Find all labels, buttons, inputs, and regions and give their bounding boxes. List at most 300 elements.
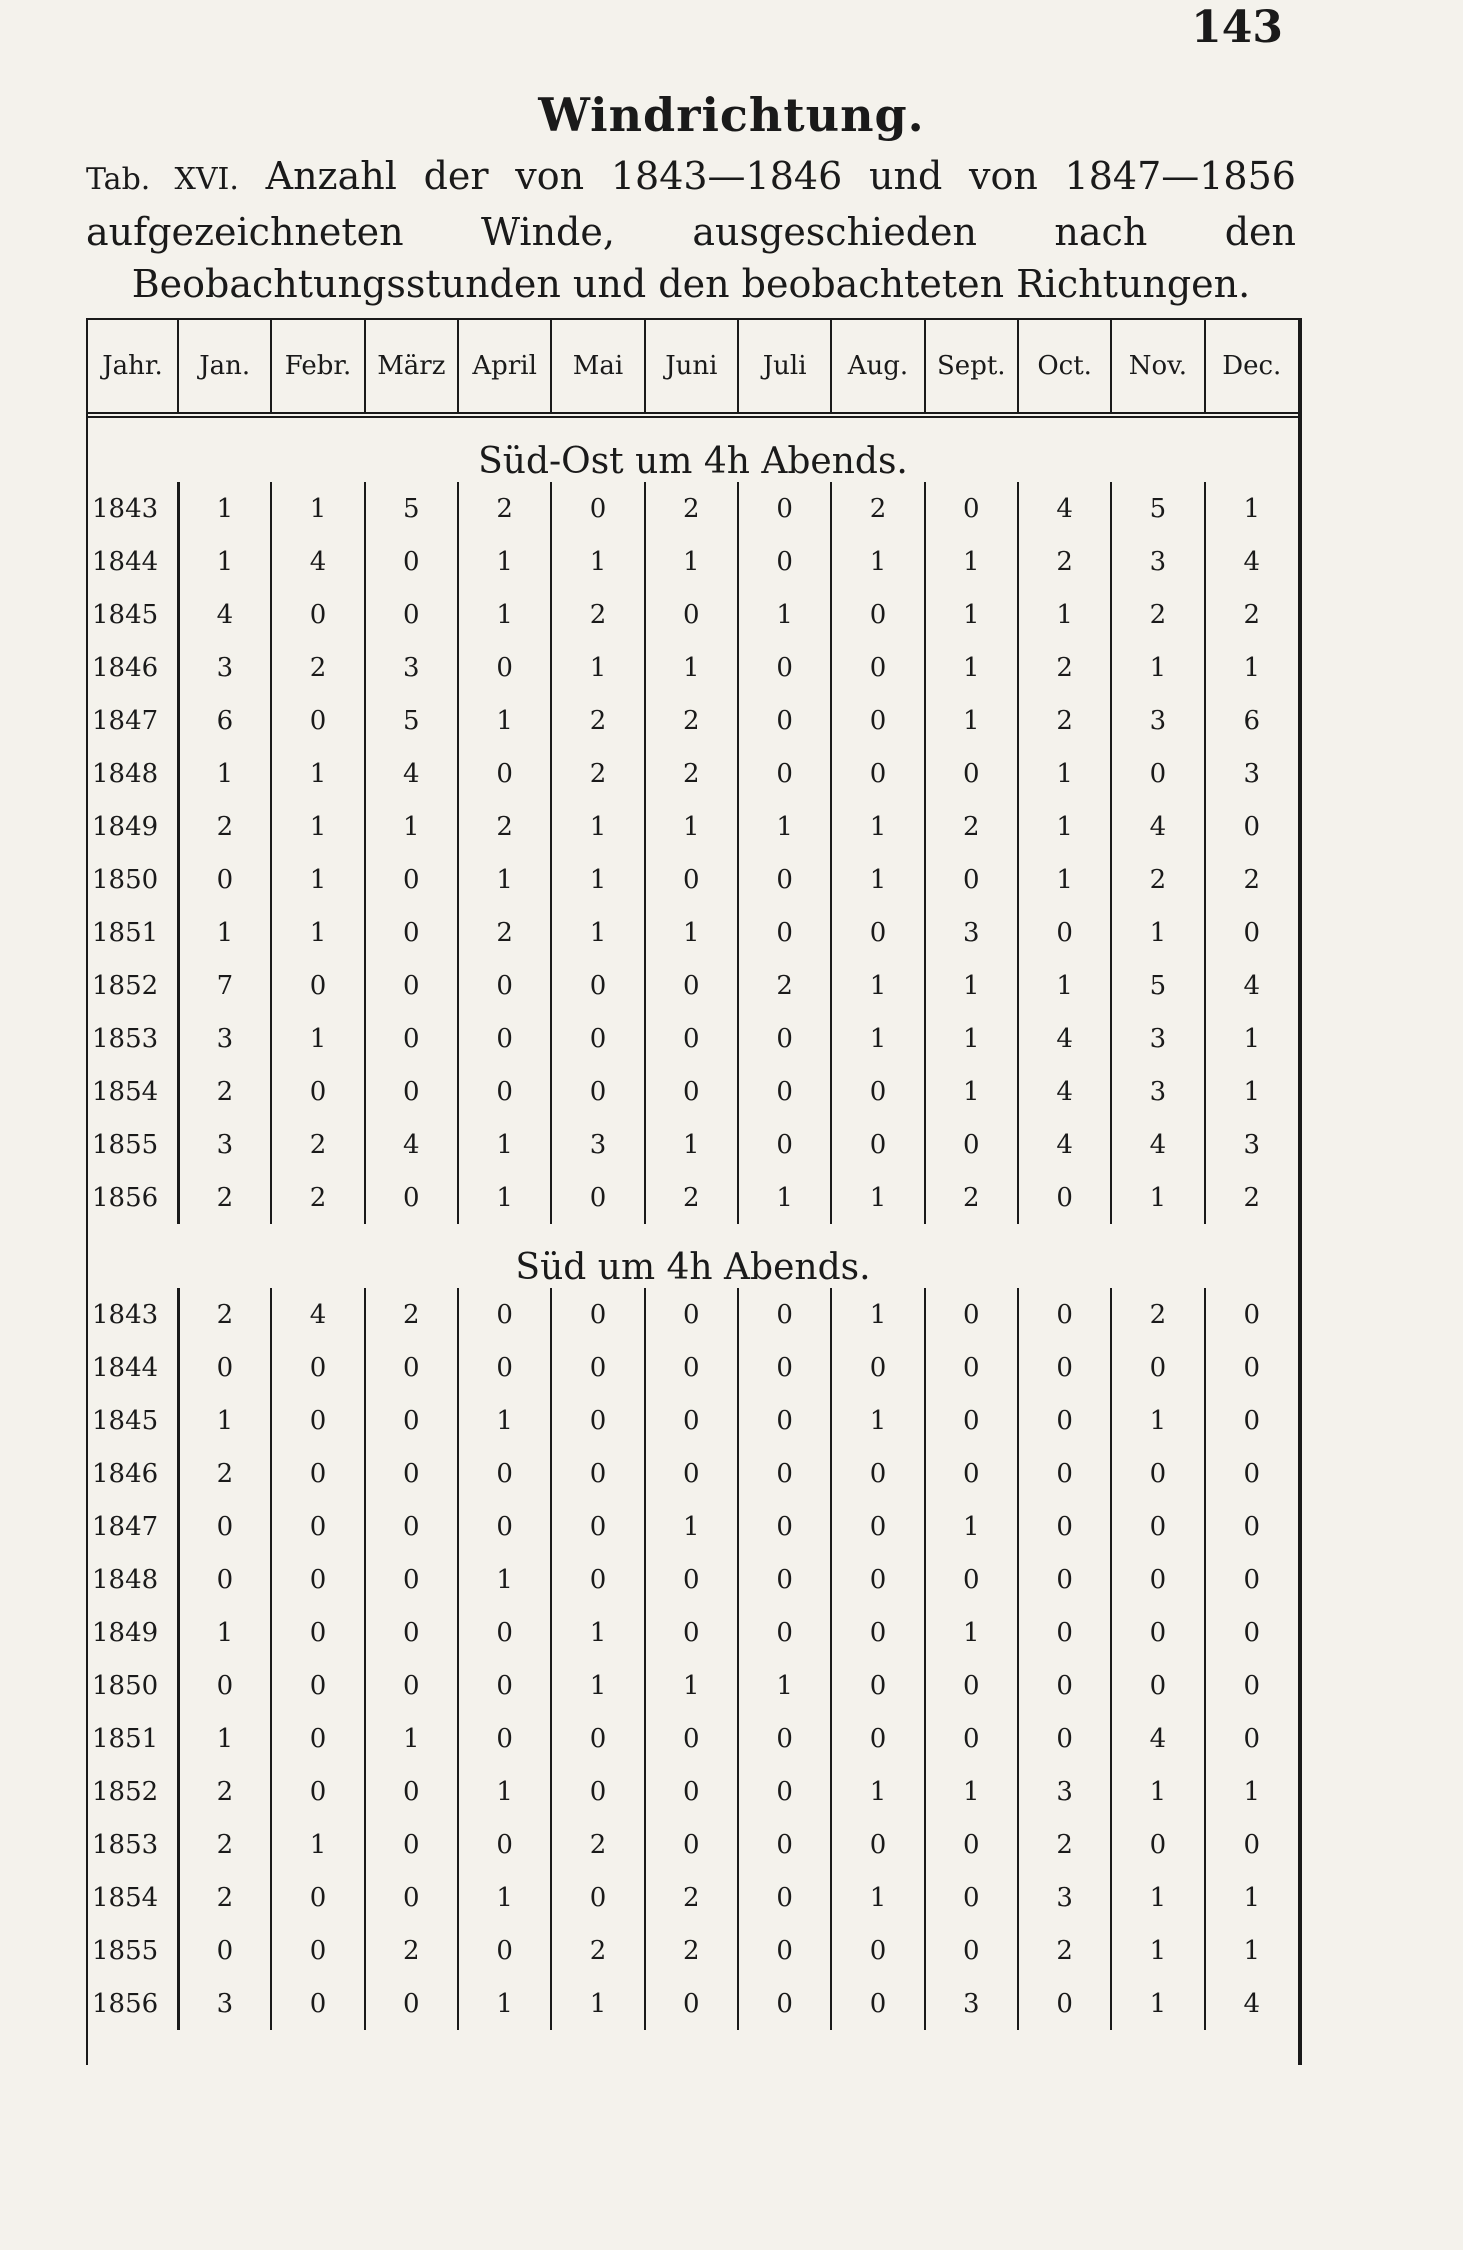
value-cell: 1: [1205, 482, 1298, 535]
value-cell: 1: [458, 853, 551, 906]
value-cell: 1: [738, 1171, 831, 1224]
value-cell: 2: [645, 1924, 738, 1977]
value-cell: 4: [1205, 1977, 1298, 2030]
value-cell: 1: [738, 1659, 831, 1712]
value-cell: 0: [365, 1171, 458, 1224]
value-cell: 0: [738, 694, 831, 747]
table-row: [88, 1977, 1298, 2030]
value-cell: 1: [271, 482, 364, 535]
value-cell: 0: [458, 747, 551, 800]
table-row: [88, 1765, 1298, 1818]
value-cell: 0: [738, 1553, 831, 1606]
value-cell: 2: [1111, 1288, 1204, 1341]
value-cell: 0: [645, 1012, 738, 1065]
value-cell: 2: [925, 800, 1018, 853]
value-cell: 0: [178, 1924, 271, 1977]
value-cell: 0: [738, 1924, 831, 1977]
value-cell: 0: [645, 959, 738, 1012]
value-cell: 1: [551, 641, 644, 694]
value-cell: 0: [925, 747, 1018, 800]
value-cell: 3: [925, 906, 1018, 959]
value-cell: 4: [1018, 1065, 1111, 1118]
value-cell: 1: [831, 1171, 924, 1224]
section-title: Süd um 4h Abends.: [515, 1247, 871, 1288]
value-cell: 0: [645, 1394, 738, 1447]
value-cell: 0: [178, 1553, 271, 1606]
value-cell: 1: [1205, 1012, 1298, 1065]
value-cell: 0: [738, 482, 831, 535]
value-cell: 4: [1205, 535, 1298, 588]
value-cell: 0: [738, 1065, 831, 1118]
value-cell: 1: [178, 1394, 271, 1447]
year-cell: 1844: [88, 535, 178, 588]
value-cell: 0: [365, 906, 458, 959]
value-cell: 0: [645, 1818, 738, 1871]
value-cell: 1: [458, 535, 551, 588]
value-cell: 2: [551, 694, 644, 747]
value-cell: 1: [925, 959, 1018, 1012]
value-cell: 0: [738, 747, 831, 800]
value-cell: 0: [458, 1924, 551, 1977]
value-cell: 2: [178, 1065, 271, 1118]
table-row: [88, 641, 1298, 694]
value-cell: 0: [271, 1977, 364, 2030]
table-caption: [86, 150, 1296, 310]
value-cell: 0: [738, 1341, 831, 1394]
value-cell: 0: [831, 1924, 924, 1977]
value-cell: 2: [365, 1924, 458, 1977]
year-cell: 1855: [88, 1118, 178, 1171]
value-cell: 1: [645, 906, 738, 959]
value-cell: 2: [178, 1171, 271, 1224]
value-cell: 2: [271, 641, 364, 694]
value-cell: 3: [178, 1012, 271, 1065]
table-number: Tab. XVI.: [86, 162, 239, 197]
value-cell: 0: [271, 1447, 364, 1500]
value-cell: 0: [458, 1012, 551, 1065]
value-cell: 0: [551, 1065, 644, 1118]
value-cell: 1: [645, 800, 738, 853]
value-cell: 0: [271, 1871, 364, 1924]
value-cell: 0: [458, 1606, 551, 1659]
table-row: [88, 1288, 1298, 1341]
value-cell: 1: [271, 747, 364, 800]
value-cell: 2: [178, 1871, 271, 1924]
value-cell: 0: [271, 1500, 364, 1553]
value-cell: 1: [1111, 1924, 1204, 1977]
value-cell: 0: [365, 959, 458, 1012]
value-cell: 0: [831, 1447, 924, 1500]
value-cell: 0: [738, 1712, 831, 1765]
value-cell: 1: [925, 1765, 1018, 1818]
value-cell: 0: [1205, 1288, 1298, 1341]
value-cell: 0: [365, 853, 458, 906]
value-cell: 1: [551, 1977, 644, 2030]
year-cell: 1845: [88, 588, 178, 641]
value-cell: 4: [1018, 1012, 1111, 1065]
value-cell: 1: [271, 1818, 364, 1871]
table-row: [88, 1712, 1298, 1765]
value-cell: 0: [645, 1765, 738, 1818]
value-cell: 1: [645, 641, 738, 694]
value-cell: 0: [365, 1447, 458, 1500]
value-cell: 0: [551, 1171, 644, 1224]
value-cell: 4: [1205, 959, 1298, 1012]
value-cell: 1: [1018, 747, 1111, 800]
header-month: Juni: [645, 320, 738, 415]
value-cell: 2: [1018, 1818, 1111, 1871]
value-cell: 5: [1111, 482, 1204, 535]
year-cell: 1848: [88, 1553, 178, 1606]
value-cell: 2: [271, 1171, 364, 1224]
value-cell: 0: [925, 1871, 1018, 1924]
value-cell: 2: [645, 1171, 738, 1224]
value-cell: 5: [365, 694, 458, 747]
value-cell: 0: [458, 1712, 551, 1765]
year-cell: 1856: [88, 1977, 178, 2030]
value-cell: 1: [831, 535, 924, 588]
value-cell: 2: [458, 906, 551, 959]
value-cell: 1: [925, 694, 1018, 747]
value-cell: 0: [271, 1065, 364, 1118]
value-cell: 1: [831, 853, 924, 906]
value-cell: 0: [925, 482, 1018, 535]
value-cell: 1: [178, 747, 271, 800]
value-cell: 1: [1111, 906, 1204, 959]
value-cell: 1: [551, 535, 644, 588]
value-cell: 1: [1018, 588, 1111, 641]
value-cell: 0: [458, 1659, 551, 1712]
value-cell: 0: [1205, 1447, 1298, 1500]
value-cell: 1: [645, 1500, 738, 1553]
value-cell: 1: [1111, 1765, 1204, 1818]
value-cell: 1: [1018, 800, 1111, 853]
value-cell: 0: [1205, 1606, 1298, 1659]
value-cell: 1: [831, 959, 924, 1012]
value-cell: 7: [178, 959, 271, 1012]
value-cell: 0: [1018, 1171, 1111, 1224]
value-cell: 0: [1205, 800, 1298, 853]
value-cell: 0: [365, 588, 458, 641]
value-cell: 3: [178, 1977, 271, 2030]
value-cell: 2: [1018, 1924, 1111, 1977]
value-cell: 2: [645, 482, 738, 535]
year-cell: 1843: [88, 482, 178, 535]
value-cell: 2: [831, 482, 924, 535]
table-frame: [86, 318, 1302, 2065]
value-cell: 1: [831, 1871, 924, 1924]
header-month: Nov.: [1111, 320, 1204, 415]
value-cell: 1: [458, 1171, 551, 1224]
value-cell: 0: [551, 1012, 644, 1065]
value-cell: 0: [831, 588, 924, 641]
value-cell: 1: [925, 1500, 1018, 1553]
table-row: [88, 800, 1298, 853]
value-cell: 0: [925, 1818, 1018, 1871]
value-cell: 0: [458, 1065, 551, 1118]
value-cell: 0: [645, 1712, 738, 1765]
caption-text: Anzahl der von 1843—1846 und von 1847—1856 aufgezeichneten Winde, ausgeschieden nach den Beobachtungsstunden und den beobachteten Richtungen.: [86, 154, 1296, 306]
value-cell: 0: [1018, 1977, 1111, 2030]
table-row: [88, 588, 1298, 641]
header-month: Sept.: [925, 320, 1018, 415]
value-cell: 0: [1018, 1500, 1111, 1553]
value-cell: 4: [1111, 1712, 1204, 1765]
table-row: [88, 535, 1298, 588]
header-month: Mai: [551, 320, 644, 415]
value-cell: 0: [551, 1394, 644, 1447]
year-cell: 1849: [88, 800, 178, 853]
value-cell: 1: [831, 1394, 924, 1447]
table-row: [88, 1447, 1298, 1500]
value-cell: 0: [738, 1606, 831, 1659]
value-cell: 5: [1111, 959, 1204, 1012]
table-row: [88, 1659, 1298, 1712]
value-cell: 0: [1205, 906, 1298, 959]
value-cell: 0: [365, 1818, 458, 1871]
table-row: [88, 1118, 1298, 1171]
value-cell: 2: [1111, 588, 1204, 641]
value-cell: 1: [458, 1765, 551, 1818]
year-cell: 1851: [88, 1712, 178, 1765]
header-year: Jahr.: [88, 320, 178, 415]
value-cell: 0: [551, 1765, 644, 1818]
table-row: [88, 1500, 1298, 1553]
value-cell: 0: [1018, 1394, 1111, 1447]
value-cell: 1: [458, 1977, 551, 2030]
value-cell: 2: [1205, 588, 1298, 641]
value-cell: 1: [271, 853, 364, 906]
value-cell: 1: [738, 588, 831, 641]
value-cell: 0: [831, 1553, 924, 1606]
value-cell: 0: [831, 1659, 924, 1712]
value-cell: 1: [458, 1871, 551, 1924]
header-month: Jan.: [178, 320, 271, 415]
year-cell: 1848: [88, 747, 178, 800]
value-cell: 1: [458, 1394, 551, 1447]
value-cell: 0: [645, 853, 738, 906]
value-cell: 2: [551, 588, 644, 641]
header-month: Aug.: [831, 320, 924, 415]
value-cell: 1: [1111, 641, 1204, 694]
value-cell: 0: [551, 482, 644, 535]
value-cell: 0: [365, 1977, 458, 2030]
value-cell: 0: [645, 1341, 738, 1394]
section-title-row: [88, 1224, 1298, 1288]
value-cell: 0: [831, 906, 924, 959]
year-cell: 1850: [88, 853, 178, 906]
value-cell: 1: [458, 1553, 551, 1606]
value-cell: 1: [458, 588, 551, 641]
value-cell: 2: [271, 1118, 364, 1171]
value-cell: 0: [271, 1394, 364, 1447]
value-cell: 1: [178, 482, 271, 535]
value-cell: 0: [365, 1659, 458, 1712]
value-cell: 1: [831, 800, 924, 853]
table-row: [88, 1171, 1298, 1224]
value-cell: 1: [645, 535, 738, 588]
value-cell: 0: [365, 1394, 458, 1447]
value-cell: 0: [1205, 1712, 1298, 1765]
value-cell: 2: [645, 747, 738, 800]
value-cell: 3: [1111, 1065, 1204, 1118]
value-cell: 4: [1111, 1118, 1204, 1171]
value-cell: 0: [1111, 1659, 1204, 1712]
value-cell: 0: [458, 1818, 551, 1871]
value-cell: 2: [645, 694, 738, 747]
value-cell: 1: [925, 641, 1018, 694]
value-cell: 0: [365, 1500, 458, 1553]
value-cell: 0: [1111, 1341, 1204, 1394]
value-cell: 0: [645, 1606, 738, 1659]
value-cell: 0: [925, 1924, 1018, 1977]
value-cell: 1: [551, 1606, 644, 1659]
value-cell: 4: [1018, 1118, 1111, 1171]
value-cell: 0: [831, 694, 924, 747]
value-cell: 3: [551, 1118, 644, 1171]
value-cell: 0: [458, 1288, 551, 1341]
table-row: [88, 747, 1298, 800]
year-cell: 1851: [88, 906, 178, 959]
value-cell: 1: [1205, 1765, 1298, 1818]
value-cell: 0: [1111, 1818, 1204, 1871]
value-cell: 2: [178, 1288, 271, 1341]
value-cell: 1: [1205, 1871, 1298, 1924]
value-cell: 0: [178, 1341, 271, 1394]
year-cell: 1845: [88, 1394, 178, 1447]
value-cell: 0: [365, 1012, 458, 1065]
value-cell: 1: [831, 1288, 924, 1341]
value-cell: 0: [1018, 1553, 1111, 1606]
page-number: 143: [1191, 2, 1283, 53]
header-month: Oct.: [1018, 320, 1111, 415]
value-cell: 0: [551, 1712, 644, 1765]
value-cell: 4: [271, 535, 364, 588]
value-cell: 3: [178, 641, 271, 694]
value-cell: 3: [1111, 535, 1204, 588]
value-cell: 0: [738, 1977, 831, 2030]
value-cell: 0: [738, 853, 831, 906]
value-cell: 0: [271, 694, 364, 747]
value-cell: 0: [831, 747, 924, 800]
value-cell: 1: [645, 1659, 738, 1712]
value-cell: 0: [551, 1553, 644, 1606]
value-cell: 2: [178, 1447, 271, 1500]
value-cell: 2: [178, 1818, 271, 1871]
value-cell: 1: [1205, 641, 1298, 694]
value-cell: 1: [551, 800, 644, 853]
value-cell: 0: [271, 1659, 364, 1712]
value-cell: 2: [551, 1818, 644, 1871]
page-heading: Windrichtung.: [538, 88, 925, 142]
value-cell: 1: [178, 1712, 271, 1765]
value-cell: 0: [645, 588, 738, 641]
value-cell: 4: [178, 588, 271, 641]
value-cell: 0: [1111, 747, 1204, 800]
value-cell: 0: [551, 1341, 644, 1394]
value-cell: 0: [1111, 1447, 1204, 1500]
value-cell: 0: [365, 1606, 458, 1659]
year-cell: 1844: [88, 1341, 178, 1394]
year-cell: 1852: [88, 959, 178, 1012]
year-cell: 1853: [88, 1012, 178, 1065]
value-cell: 3: [1018, 1871, 1111, 1924]
value-cell: 0: [1205, 1818, 1298, 1871]
value-cell: 1: [925, 1606, 1018, 1659]
value-cell: 3: [1111, 694, 1204, 747]
value-cell: 1: [1111, 1171, 1204, 1224]
year-cell: 1853: [88, 1818, 178, 1871]
value-cell: 3: [1111, 1012, 1204, 1065]
table-row: [88, 959, 1298, 1012]
value-cell: 3: [1205, 747, 1298, 800]
value-cell: 2: [1205, 853, 1298, 906]
value-cell: 0: [1018, 1341, 1111, 1394]
year-cell: 1847: [88, 1500, 178, 1553]
value-cell: 0: [645, 1065, 738, 1118]
value-cell: 4: [365, 1118, 458, 1171]
value-cell: 1: [1018, 853, 1111, 906]
value-cell: 0: [271, 1553, 364, 1606]
table-row: [88, 1012, 1298, 1065]
value-cell: 6: [1205, 694, 1298, 747]
value-cell: 1: [1205, 1065, 1298, 1118]
value-cell: 0: [831, 1341, 924, 1394]
value-cell: 0: [1205, 1500, 1298, 1553]
value-cell: 2: [1111, 853, 1204, 906]
value-cell: 0: [1018, 1659, 1111, 1712]
value-cell: 0: [1205, 1394, 1298, 1447]
table-row: [88, 1606, 1298, 1659]
value-cell: 0: [738, 1012, 831, 1065]
value-cell: 0: [1111, 1606, 1204, 1659]
value-cell: 0: [1018, 1712, 1111, 1765]
header-month: Dec.: [1205, 320, 1298, 415]
value-cell: 2: [365, 1288, 458, 1341]
header-month: Febr.: [271, 320, 364, 415]
value-cell: 0: [831, 1065, 924, 1118]
value-cell: 0: [831, 1500, 924, 1553]
value-cell: 3: [1018, 1765, 1111, 1818]
year-cell: 1843: [88, 1288, 178, 1341]
value-cell: 6: [178, 694, 271, 747]
table-row: [88, 1871, 1298, 1924]
value-cell: 1: [458, 694, 551, 747]
table-row: [88, 1553, 1298, 1606]
value-cell: 1: [551, 853, 644, 906]
header-month: März: [365, 320, 458, 415]
value-cell: 0: [271, 1606, 364, 1659]
value-cell: 0: [925, 1447, 1018, 1500]
value-cell: 5: [365, 482, 458, 535]
table-row: [88, 853, 1298, 906]
value-cell: 0: [1205, 1341, 1298, 1394]
value-cell: 0: [831, 1118, 924, 1171]
year-cell: 1856: [88, 1171, 178, 1224]
value-cell: 1: [925, 1065, 1018, 1118]
value-cell: 1: [178, 535, 271, 588]
value-cell: 1: [365, 1712, 458, 1765]
value-cell: 0: [738, 641, 831, 694]
value-cell: 0: [738, 1871, 831, 1924]
value-cell: 2: [1205, 1171, 1298, 1224]
value-cell: 0: [271, 588, 364, 641]
value-cell: 1: [925, 1012, 1018, 1065]
value-cell: 2: [458, 482, 551, 535]
value-cell: 0: [365, 1765, 458, 1818]
value-cell: 4: [365, 747, 458, 800]
value-cell: 2: [645, 1871, 738, 1924]
